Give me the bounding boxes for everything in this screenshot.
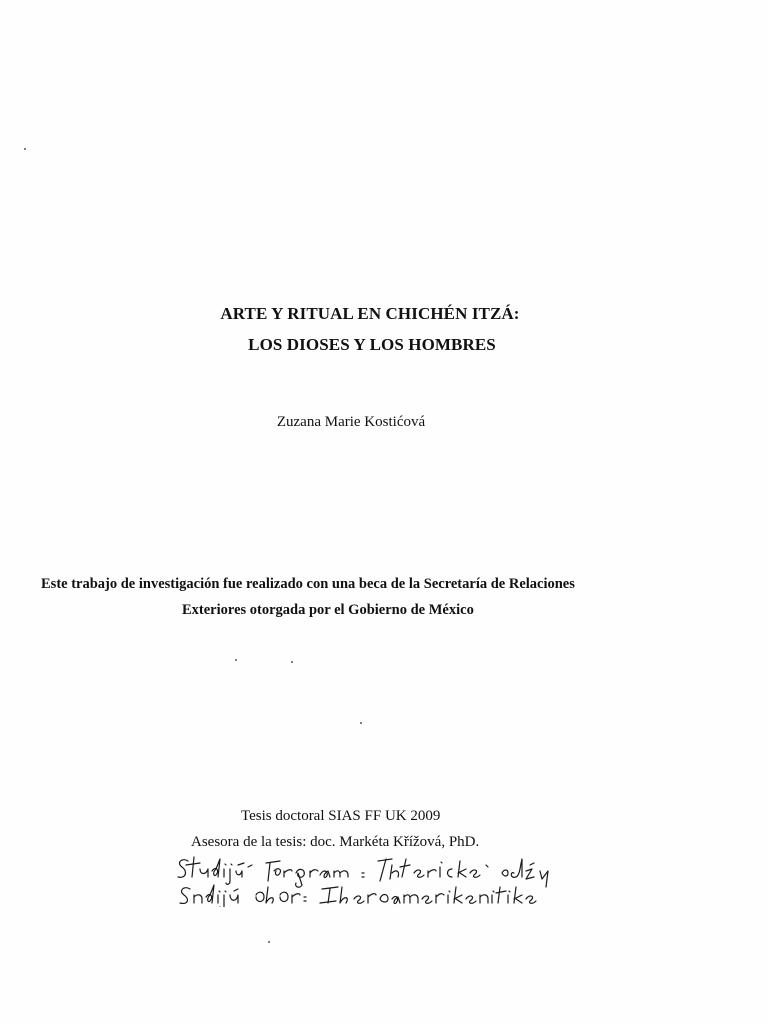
scan-speck	[24, 148, 26, 150]
thesis-info: Tesis doctoral SIAS FF UK 2009	[241, 808, 441, 824]
title-line-2: LOS DIOSES Y LOS HOMBRES	[248, 335, 496, 354]
scan-speck	[291, 661, 293, 663]
grant-line-2: Exteriores otorgada por el Gobierno de México	[182, 602, 474, 618]
handwritten-note	[170, 851, 580, 907]
grant-line-1: Este trabajo de investigación fue realizado con una beca de la Secretaría de Relaciones	[41, 576, 575, 592]
scan-speck	[235, 659, 237, 661]
document-title	[0, 298, 768, 360]
title-line-1: ARTE Y RITUAL EN CHICHÉN ITZÁ:	[220, 304, 520, 323]
scan-speck	[360, 722, 362, 724]
author-name: Zuzana Marie Kostićová	[276, 414, 426, 430]
scan-speck	[268, 941, 270, 943]
advisor-line: Asesora de la tesis: doc. Markéta Křížová, PhD.	[191, 834, 480, 850]
